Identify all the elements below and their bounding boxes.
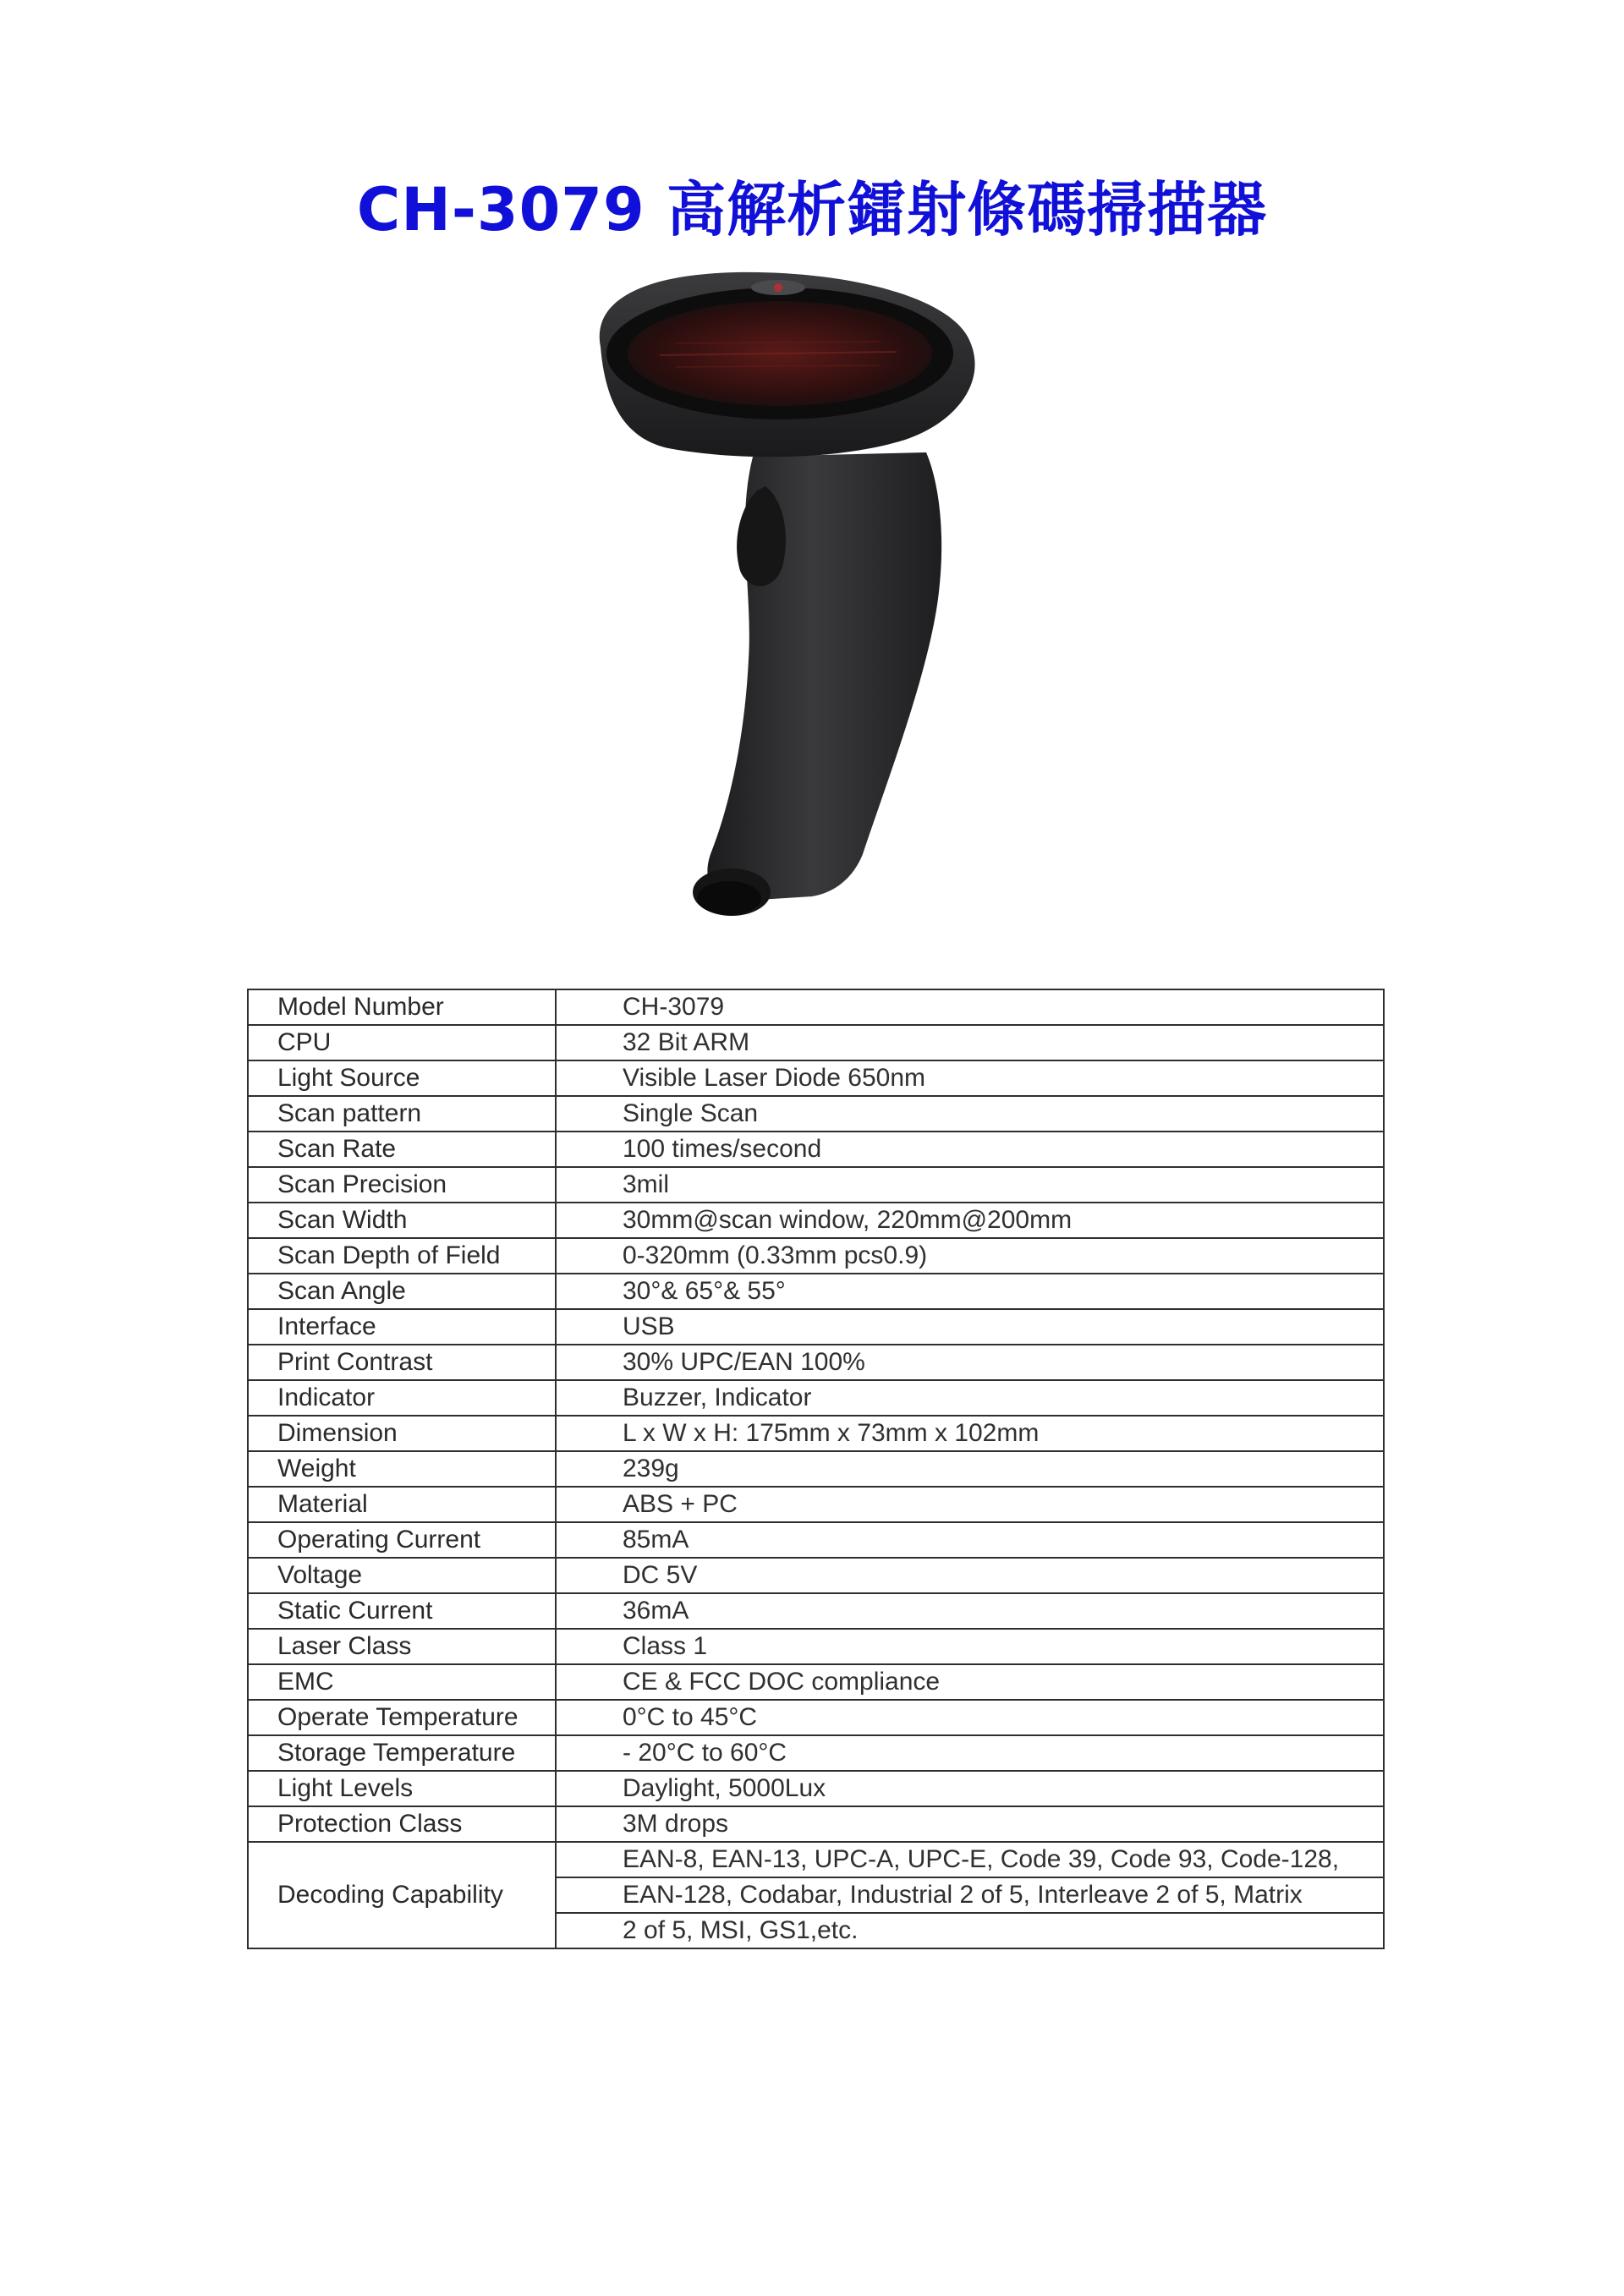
spec-label: Scan Precision <box>248 1167 556 1203</box>
spec-value: 30mm@scan window, 220mm@200mm <box>556 1203 1384 1238</box>
spec-value: 36mA <box>556 1593 1384 1629</box>
spec-label: Weight <box>248 1451 556 1487</box>
spec-row <box>248 1167 1384 1203</box>
spec-row <box>248 1735 1384 1771</box>
spec-row <box>248 1203 1384 1238</box>
barcode-scanner-icon <box>584 271 1023 947</box>
spec-value: USB <box>556 1309 1384 1345</box>
page-title: CH-3079 高解析鐳射條碼掃描器 <box>356 174 1268 244</box>
spec-row <box>248 1132 1384 1167</box>
decoding-line: EAN-128, Codabar, Industrial 2 of 5, Interleave 2 of 5, Matrix <box>556 1877 1384 1913</box>
spec-row <box>248 1593 1384 1629</box>
spec-label: EMC <box>248 1664 556 1700</box>
spec-label-decoding: Decoding Capability <box>248 1842 556 1948</box>
spec-row <box>248 1487 1384 1522</box>
spec-label: Static Current <box>248 1593 556 1629</box>
spec-row <box>248 1274 1384 1309</box>
spec-label: Model Number <box>248 989 556 1025</box>
spec-value: DC 5V <box>556 1558 1384 1593</box>
spec-row <box>248 1025 1384 1060</box>
spec-value: 3M drops <box>556 1806 1384 1842</box>
spec-value: CE & FCC DOC compliance <box>556 1664 1384 1700</box>
spec-row <box>248 1380 1384 1416</box>
spec-value: 239g <box>556 1451 1384 1487</box>
spec-label: Scan Angle <box>248 1274 556 1309</box>
spec-row <box>248 1309 1384 1345</box>
spec-label: Protection Class <box>248 1806 556 1842</box>
spec-row <box>248 1629 1384 1664</box>
spec-value: 30°& 65°& 55° <box>556 1274 1384 1309</box>
spec-label: Scan Rate <box>248 1132 556 1167</box>
spec-label: Indicator <box>248 1380 556 1416</box>
spec-row <box>248 1558 1384 1593</box>
spec-label: Dimension <box>248 1416 556 1451</box>
spec-value: 85mA <box>556 1522 1384 1558</box>
spec-value: Class 1 <box>556 1629 1384 1664</box>
spec-table <box>247 989 1385 1949</box>
spec-row <box>248 1060 1384 1096</box>
spec-row <box>248 989 1384 1025</box>
spec-row <box>248 1345 1384 1380</box>
spec-label: CPU <box>248 1025 556 1060</box>
decoding-line: EAN-8, EAN-13, UPC-A, UPC-E, Code 39, Code 93, Code-128, <box>556 1842 1384 1877</box>
spec-label: Voltage <box>248 1558 556 1593</box>
spec-label: Scan pattern <box>248 1096 556 1132</box>
spec-value: L x W x H: 175mm x 73mm x 102mm <box>556 1416 1384 1451</box>
spec-label: Storage Temperature <box>248 1735 556 1771</box>
spec-row <box>248 1522 1384 1558</box>
spec-row <box>248 1771 1384 1806</box>
spec-row <box>248 1096 1384 1132</box>
spec-row <box>248 1238 1384 1274</box>
spec-row <box>248 1664 1384 1700</box>
spec-value: 30% UPC/EAN 100% <box>556 1345 1384 1380</box>
spec-value: 3mil <box>556 1167 1384 1203</box>
spec-label: Scan Width <box>248 1203 556 1238</box>
spec-label: Print Contrast <box>248 1345 556 1380</box>
spec-row <box>248 1451 1384 1487</box>
decoding-line: 2 of 5, MSI, GS1,etc. <box>556 1913 1384 1948</box>
spec-row <box>248 1700 1384 1735</box>
spec-value: 100 times/second <box>556 1132 1384 1167</box>
spec-label: Light Source <box>248 1060 556 1096</box>
spec-label: Light Levels <box>248 1771 556 1806</box>
spec-value: Daylight, 5000Lux <box>556 1771 1384 1806</box>
product-photo <box>584 271 1023 947</box>
spec-value: Visible Laser Diode 650nm <box>556 1060 1384 1096</box>
spec-value: ABS + PC <box>556 1487 1384 1522</box>
spec-row <box>248 1416 1384 1451</box>
spec-label: Interface <box>248 1309 556 1345</box>
spec-value: 32 Bit ARM <box>556 1025 1384 1060</box>
spec-label: Scan Depth of Field <box>248 1238 556 1274</box>
spec-label: Operating Current <box>248 1522 556 1558</box>
spec-label: Material <box>248 1487 556 1522</box>
spec-row <box>248 1806 1384 1842</box>
spec-value: Single Scan <box>556 1096 1384 1132</box>
spec-value: Buzzer, Indicator <box>556 1380 1384 1416</box>
spec-value: 0°C to 45°C <box>556 1700 1384 1735</box>
spec-row-decoding <box>248 1842 1384 1877</box>
spec-label: Operate Temperature <box>248 1700 556 1735</box>
spec-label: Laser Class <box>248 1629 556 1664</box>
spec-value: CH-3079 <box>556 989 1384 1025</box>
spec-value: 0-320mm (0.33mm pcs0.9) <box>556 1238 1384 1274</box>
spec-value: - 20°C to 60°C <box>556 1735 1384 1771</box>
